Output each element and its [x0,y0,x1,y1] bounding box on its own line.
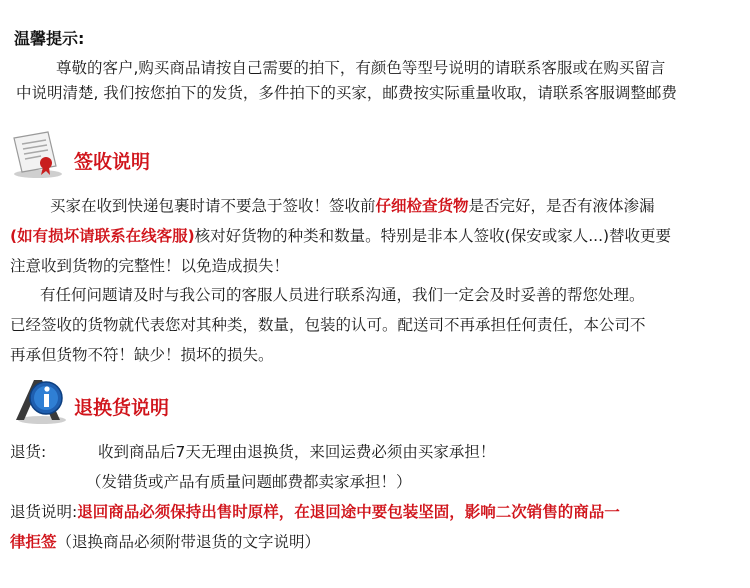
receipt-p1-line-3: 注意收到货物的完整性！以免造成损失！ [10,257,290,275]
tips-line-1: 尊敬的客户,购买商品请按自己需要的拍下，有颜色等型号说明的请联系客服或在购买留言 [56,59,666,77]
returns-line-3-red: 退回商品必须保持出售时原样，在退回途中要包装坚固，影响二次销售的商品一 [77,503,620,521]
returns-line-4 [10,532,320,552]
receipt-p1-line-2 [10,226,671,246]
receipt-heading: 签收说明 [74,151,151,173]
receipt-p2-line-2: 已经签收的货物就代表您对其种类，数量，包装的认可。配送司不再承担任何责任，本公司不 [10,316,646,334]
returns-line-3 [10,502,620,522]
returns-line-4-b: （退换商品必须附带退货的文字说明） [56,533,321,551]
info-icon [12,374,70,426]
returns-label-1: 退货: [10,443,47,461]
returns-heading: 退换货说明 [74,397,170,419]
receipt-p2-line-3: 再承但货物不符！缺少！损坏的损失。 [10,346,274,364]
receipt-p1-line-1-b: 是否完好，是否有液体渗漏 [468,197,655,215]
tips-title: 温馨提示: [14,29,85,48]
returns-line-2: （发错货或产品有质量问题邮费都卖家承担！） [86,473,412,491]
returns-label-2: 退货说明: [10,503,78,521]
receipt-p2-line-1: 有任何问题请及时与我公司的客服人员进行联系沟通，我们一定会及时妥善的帮您处理。 [40,286,645,304]
returns-line-1: 收到商品后7天无理由退换货，来回运费必须由买家承担！ [98,443,496,461]
receipt-p1-line-2-red: (如有损坏请联系在线客服) [10,227,195,245]
receipt-p1-line-1-a: 买家在收到快递包裹时请不要急于签收！签收前 [50,197,376,215]
receipt-p1-line-1 [50,196,655,216]
receipt-p1-line-1-red: 仔细检查货物 [375,197,469,215]
document-icon [8,130,64,180]
returns-line-4-red: 律拒签 [10,533,57,551]
receipt-p1-line-2-b: 核对好货物的种类和数量。特别是非本人签收(保安或家人...)替收更要 [194,227,672,245]
tips-line-2: 中说明清楚, 我们按您拍下的发货，多件拍下的买家，邮费按实际重量收取，请联系客服调整邮费 [16,84,677,102]
